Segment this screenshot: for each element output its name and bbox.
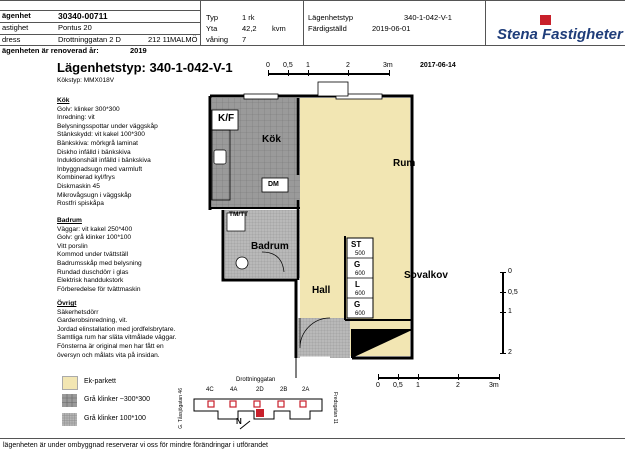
scale-top-1: 1 (306, 62, 310, 69)
room-label-tmtt: TM/TT (229, 211, 249, 218)
spec-line: Jordad elinstallation med jordfelsbrytare. (57, 325, 176, 333)
spec-line: Väggar: vit kakel 250*400 (57, 225, 133, 233)
wardrobe-code: L (355, 280, 360, 289)
keymap-street-right: Fredsgatan 11 (332, 392, 338, 424)
header-apartment-label: ägenhet (2, 11, 31, 20)
header-yta-unit: kvm (272, 24, 286, 33)
header-property-label: astighet (2, 23, 29, 32)
keymap-entrance: 2A (302, 387, 310, 393)
spec-line: Badrumsskåp med belysning (57, 259, 142, 267)
header-address-label: dress (2, 35, 21, 44)
room-label-kf: K/F (218, 113, 235, 124)
keymap-entrance: 2B (280, 387, 288, 393)
spec-line: Golv: klinker 300*300 (57, 105, 120, 113)
scale-right-2: 2 (508, 349, 512, 356)
header-fardigstalld-label: Färdigställd (308, 24, 347, 33)
keymap-street-top: Drottninggatan (236, 377, 276, 383)
spec-line: Inbyggnadsugn med varmluft (57, 165, 143, 173)
spec-kitchen-heading: Kök (57, 97, 70, 104)
spec-line: Fönsterna är original men har fått en (57, 342, 164, 350)
legend-swatch-klinker300 (62, 394, 77, 407)
plan-subtitle: Kökstyp: MMX018V (57, 77, 115, 84)
keymap-building (190, 395, 330, 435)
wardrobe-code: G (354, 260, 361, 269)
spec-line: Mikrovågsugn i väggskåp (57, 191, 132, 199)
room-label-living: Rum (393, 158, 416, 169)
spec-line: Diskmaskin 45 (57, 182, 100, 190)
scale-top-05: 0,5 (283, 62, 293, 69)
spec-line: Säkerhetsdörr (57, 308, 99, 316)
scale-right-1: 1 (508, 308, 512, 315)
header-typ-value: 1 rk (242, 13, 255, 22)
plan-title: Lägenhetstyp: 340-1-042-V-1 (57, 60, 233, 75)
legend-swatch-klinker100 (62, 413, 77, 426)
spec-line: Rundad duschdörr i glas (57, 268, 129, 276)
scale-bottom-0: 0 (376, 382, 380, 389)
spec-line: Förberedelse för tvättmaskin (57, 285, 141, 293)
legend-swatch-parkett (62, 376, 78, 390)
scale-bottom-1: 1 (416, 382, 420, 389)
room-label-kitchen: Kök (262, 134, 281, 145)
header-floor-value: 7 (242, 35, 247, 44)
header-property-value: Pontus 20 (58, 23, 92, 32)
header-typ-label: Typ (206, 13, 219, 22)
spec-line: Samtliga rum har släta vitmålade väggar. (57, 334, 177, 342)
header-postal-code: 212 11 (148, 35, 171, 44)
keymap-entrance: 2D (256, 387, 264, 393)
wardrobe-size: 600 (355, 291, 366, 297)
wardrobe-code: ST (351, 240, 362, 249)
spec-line: Garderobsinredning, vit. (57, 317, 128, 325)
scale-bottom-3m: 3m (489, 382, 499, 389)
header-lagenhetstyp-label: Lägenhetstyp (308, 13, 354, 22)
wardrobe-size: 500 (355, 251, 366, 257)
header-floor-label: våning (206, 35, 229, 44)
scale-bottom-2: 2 (456, 382, 460, 389)
scale-bottom-05: 0,5 (393, 382, 403, 389)
scale-top-3m: 3m (383, 62, 393, 69)
keymap-street-left: G. Tåssjögatan 46 (178, 388, 184, 429)
spec-bathroom-heading: Badrum (57, 217, 82, 224)
spec-line: Belysningsspottar under väggskåp (57, 122, 158, 130)
header-lagenhetstyp-value: 340-1-042-V-1 (404, 13, 452, 22)
spec-other-heading: Övrigt (57, 300, 77, 307)
spec-line: Stänkskydd: vit kakel 100*300 (57, 131, 145, 139)
keymap-entrance: 4A (230, 387, 238, 393)
scale-top-2: 2 (346, 62, 350, 69)
spec-line: Kommod under tvättställ (57, 251, 129, 259)
room-label-bathroom: Badrum (251, 241, 289, 252)
spec-line: Rostfri spiskåpa (57, 200, 104, 208)
scale-right-0: 0 (508, 268, 512, 275)
footer-disclaimer: lägenheten är under ombyggnad reserverar vi oss för mindre förändringar i utförandet (3, 442, 268, 449)
room-label-hall: Hall (312, 285, 331, 296)
spec-line: Induktionshäll infälld i bänkskiva (57, 157, 151, 165)
legend-label: Grå klinker ~300*300 (84, 396, 150, 403)
header-fardigstalld-value: 2019-06-01 (372, 24, 411, 33)
header-yta-value: 42,2 (242, 24, 257, 33)
wardrobe-size: 600 (355, 311, 366, 317)
wardrobe-size: 600 (355, 271, 366, 277)
header-renovated-label: ägenheten är renoverad år: (2, 46, 99, 55)
spec-line: Kombinerad kyl/frys (57, 174, 115, 182)
north-arrow-icon: N (236, 417, 242, 426)
spec-line: översyn och målats vita på insidan. (57, 351, 160, 359)
room-label-closet: Klk (372, 332, 388, 343)
spec-line: Golv: grå klinker 100*100 (57, 234, 132, 242)
spec-line: Elektrisk handdukstork (57, 277, 124, 285)
header-city: MALMÖ (170, 35, 198, 44)
spec-line: Inredning: vit (57, 114, 95, 122)
header-address-value: Drottninggatan 2 D (58, 35, 121, 44)
scale-right-05: 0,5 (508, 289, 518, 296)
spec-line: Vitt porslin (57, 242, 88, 250)
legend-label: Ek-parkett (84, 378, 116, 385)
spec-line: Diskho infälld i bänkskiva (57, 148, 131, 156)
header-yta-label: Yta (206, 24, 218, 33)
header-renovated-year: 2019 (130, 46, 147, 55)
keymap-entrance: 4C (206, 387, 214, 393)
spec-line: Bänkskiva: mörkgrå laminat (57, 139, 138, 147)
scale-top-0: 0 (266, 62, 270, 69)
plan-date: 2017-06-14 (420, 62, 456, 69)
header-apartment-value: 30340-00711 (58, 11, 108, 21)
legend-label: Grå klinker 100*100 (84, 415, 146, 422)
room-label-alcove: Sovalkov (404, 270, 448, 281)
room-label-dm: DM (268, 181, 279, 188)
wardrobe-code: G (354, 300, 361, 309)
logo: Stena Fastigheter (497, 26, 623, 43)
